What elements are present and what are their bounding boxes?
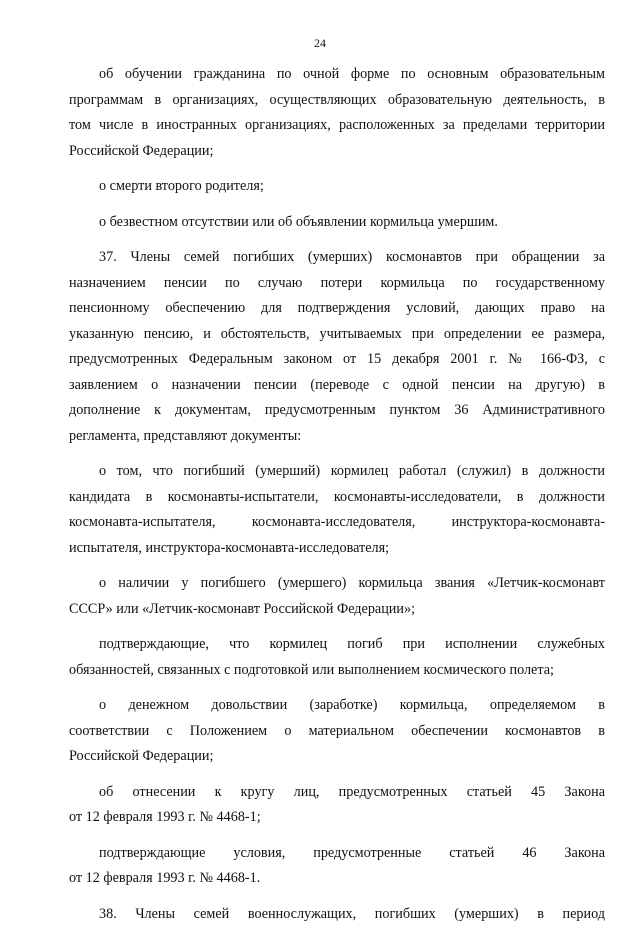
text-line: дополнение к документам, предусмотренным пунктом 36 Административного [69, 398, 605, 424]
text-line: испытателя, инструктора-космонавта-исследователя; [69, 536, 605, 562]
text-line: от 12 февраля 1993 г. № 4468-1; [69, 805, 605, 831]
text-line: указанную пенсию, и обстоятельств, учитываемых при определении ее размера, [69, 322, 605, 348]
text-line: назначением пенсии по случаю потери кормильца по государственному [69, 271, 605, 297]
paragraph-title-pilot-cosmonaut [69, 571, 605, 622]
text-line: космонавта-испытателя, космонавта-исследователя, инструктора-космонавта- [69, 510, 605, 536]
text-line: от 12 февраля 1993 г. № 4468-1. [69, 866, 605, 892]
document-body [69, 62, 605, 927]
text-line: о наличии у погибшего (умершего) кормильца звания «Летчик-космонавт [69, 571, 605, 597]
text-line: регламента, представляют документы: [69, 424, 605, 450]
text-line: заявлением о назначении пенсии (переводе с одной пенсии на другую) в [69, 373, 605, 399]
paragraph-item-38 [69, 902, 605, 927]
text-line: 37. Члены семей погибших (умерших) космонавтов при обращении за [69, 245, 605, 271]
text-line: о безвестном отсутствии или об объявлении кормильца умершим. [69, 210, 605, 236]
text-line: 38. Члены семей военнослужащих, погибших (умерших) в период [69, 902, 605, 927]
text-line: подтверждающие, что кормилец погиб при исполнении служебных [69, 632, 605, 658]
text-line: кандидата в космонавты-испытатели, космонавты-исследователи, в должности [69, 485, 605, 511]
text-line: соответствии с Положением о материальном обеспечении космонавтов в [69, 719, 605, 745]
text-line: пенсионному обеспечению для подтверждения условий, дающих право на [69, 296, 605, 322]
text-line: том числе в иностранных организациях, расположенных за пределами территории [69, 113, 605, 139]
paragraph-article-45 [69, 780, 605, 831]
paragraph-item-37 [69, 245, 605, 449]
paragraph-missing-breadwinner [69, 210, 605, 236]
paragraph-second-parent-death [69, 174, 605, 200]
page-number: 24 [0, 36, 640, 51]
text-line: обязанностей, связанных с подготовкой или выполнением космического полета; [69, 658, 605, 684]
text-line: о смерти второго родителя; [69, 174, 605, 200]
text-line: Российской Федерации; [69, 139, 605, 165]
text-line: СССР» или «Летчик-космонавт Российской Федерации»; [69, 597, 605, 623]
paragraph-article-46 [69, 841, 605, 892]
paragraph-cosmonaut-position [69, 459, 605, 561]
text-line: об обучении гражданина по очной форме по основным образовательным [69, 62, 605, 88]
text-line: подтверждающие условия, предусмотренные статьей 46 Закона [69, 841, 605, 867]
text-line: Российской Федерации; [69, 744, 605, 770]
paragraph-monetary-allowance [69, 693, 605, 770]
text-line: предусмотренных Федеральным законом от 15 декабря 2001 г. № 166-ФЗ, с [69, 347, 605, 373]
paragraph-death-in-service [69, 632, 605, 683]
text-line: о денежном довольствии (заработке) кормильца, определяемом в [69, 693, 605, 719]
paragraph-study-info [69, 62, 605, 164]
text-line: о том, что погибший (умерший) кормилец работал (служил) в должности [69, 459, 605, 485]
text-line: программам в организациях, осуществляющих образовательную деятельность, в [69, 88, 605, 114]
text-line: об отнесении к кругу лиц, предусмотренных статьей 45 Закона [69, 780, 605, 806]
